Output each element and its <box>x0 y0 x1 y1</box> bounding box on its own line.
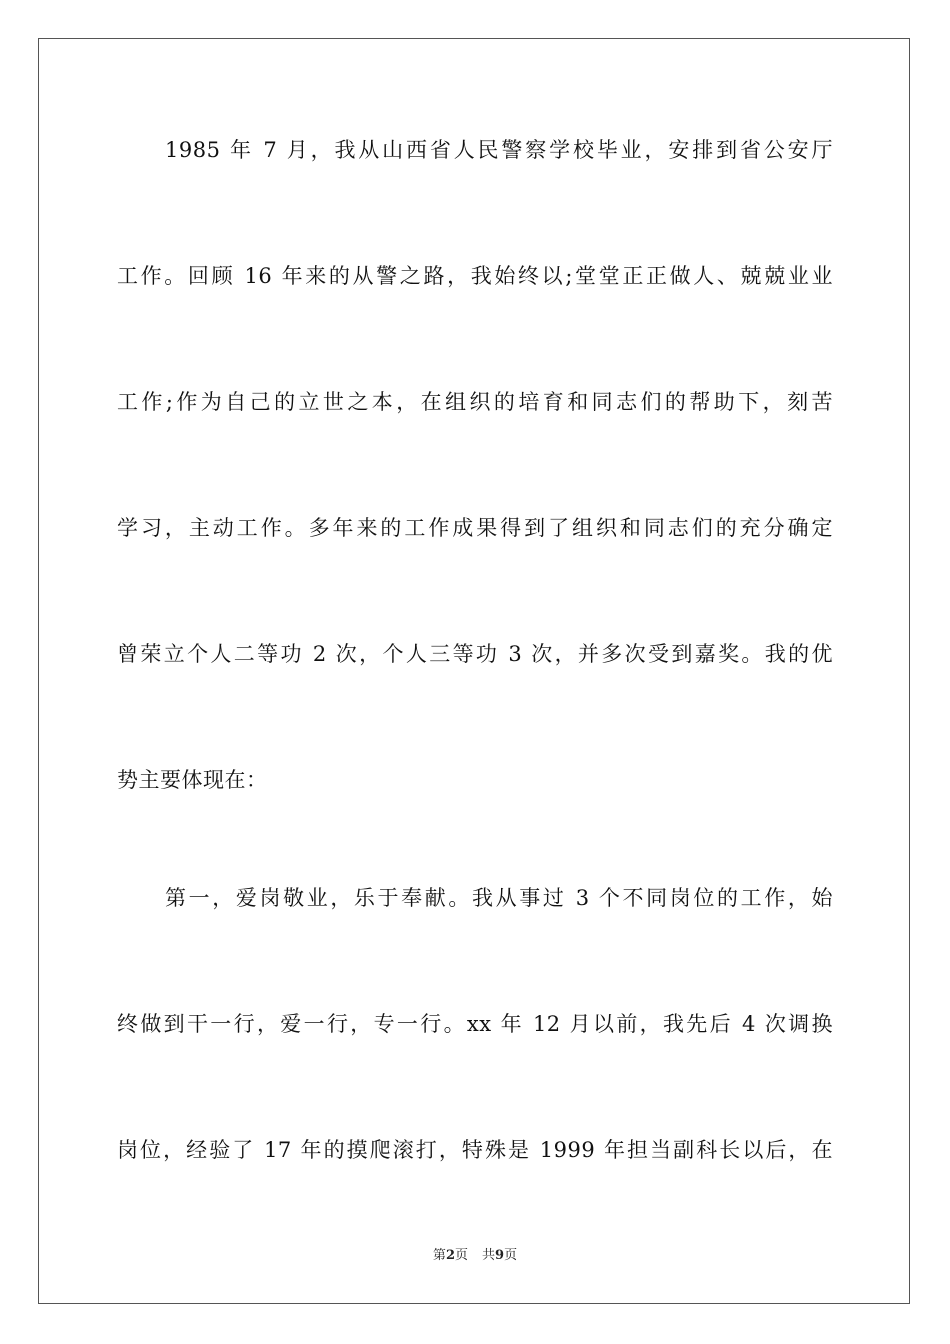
page-number-prefix: 第 <box>432 1248 446 1263</box>
body-text-line: 终做到干一行，爱一行，专一行。xx 年 12 月以前，我先后 4 次调换 <box>117 1012 833 1036</box>
body-text-line: 曾荣立个人二等功 2 次，个人三等功 3 次，并多次受到嘉奖。我的优 <box>117 642 833 666</box>
body-text-line: 工作;作为自己的立世之本，在组织的培育和同志们的帮助下，刻苦 <box>117 390 833 414</box>
body-text-line: 岗位，经验了 17 年的摸爬滚打，特殊是 1999 年担当副科长以后，在 <box>117 1138 833 1162</box>
body-text-line: 势主要体现在： <box>117 768 268 792</box>
body-text-line: 第一，爱岗敬业，乐于奉献。我从事过 3 个不同岗位的工作，始 <box>165 886 833 910</box>
page-footer <box>0 1247 950 1265</box>
total-pages-suffix: 页 <box>504 1248 518 1263</box>
total-pages: 9 <box>495 1248 505 1263</box>
total-pages-prefix: 共 <box>482 1248 496 1263</box>
body-text-line: 工作。回顾 16 年来的从警之路，我始终以;堂堂正正做人、兢兢业业 <box>117 264 833 288</box>
body-text-line: 学习，主动工作。多年来的工作成果得到了组织和同志们的充分确定 <box>117 516 833 540</box>
page-number: 2 <box>445 1248 455 1263</box>
page-number-suffix: 页 <box>454 1248 468 1263</box>
page-border <box>38 38 910 1304</box>
body-text-line: 1985 年 7 月，我从山西省人民警察学校毕业，安排到省公安厅 <box>165 138 833 162</box>
